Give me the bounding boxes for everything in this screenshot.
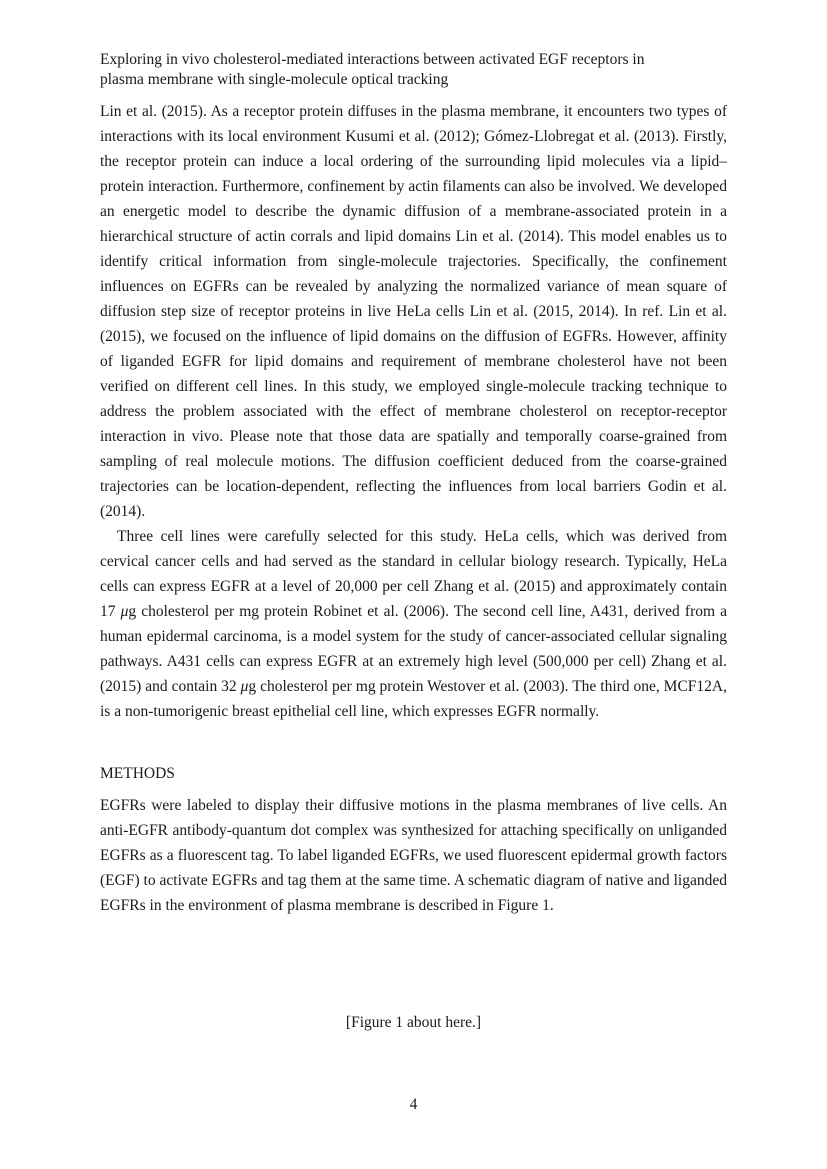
body-paragraph-2: [100, 524, 727, 724]
body-paragraph-1: Lin et al. (2015). As a receptor protein diffuses in the plasma membrane, it encounters two types of interactions with its local environment Kusumi et al. (2012); Gómez-Llobregat et al. (2013). Firstly, the receptor protein can induce a local ordering of the surrounding lipid molecules via a lipid–protein interaction. Furthermore, confinement by actin filaments can also be involved. We developed an energetic model to describe the dynamic diffusion of a membrane-associated protein in a hierarchical structure of actin corrals and lipid domains Lin et al. (2014). This model enables us to identify critical information from single-molecule trajectories. Specifically, the confinement influences on EGFRs can be revealed by analyzing the normalized variance of mean square of diffusion step size of receptor proteins in live HeLa cells Lin et al. (2015, 2014). In ref. Lin et al. (2015), we focused on the influence of lipid domains on the diffusion of EGFRs. However, affinity of liganded EGFR for lipid domains and requirement of membrane cholesterol have not been verified on different cell lines. In this study, we employed single-molecule tracking technique to address the problem associated with the effect of membrane cholesterol on receptor-receptor interaction in vivo. Please note that those data are spatially and temporally coarse-grained from sampling of real molecule motions. The diffusion coefficient deduced from the coarse-grained trajectories can be location-dependent, reflecting the influences from local barriers Godin et al. (2014).: [100, 103, 727, 520]
section-heading-methods: METHODS: [100, 765, 175, 782]
mu-symbol: μ: [120, 603, 129, 620]
main-content: [100, 99, 727, 918]
paragraph-2-text-b: g cholesterol per mg protein Robinet et al. (2006). The second cell line, A431, derived from a human epidermal carcinoma, is a model system for the study of cancer-associated cellular signaling pathways. A431 cells can express EGFR at an extremely high level (500,000 per cell) Zhang et al. (2015) and contain 32: [100, 603, 728, 695]
running-title-line-1: Exploring in vivo cholesterol-mediated interactions between activated EGF receptors in: [100, 51, 645, 68]
page-number: 4: [409, 1096, 418, 1113]
body-paragraph-3: EGFRs were labeled to display their diffusive motions in the plasma membranes of live cells. An anti-EGFR antibody-quantum dot complex was synthesized for attaching specifically on unliganded EGFRs as a fluorescent tag. To label liganded EGFRs, we used fluorescent epidermal growth factors (EGF) to activate EGFRs and tag them at the same time. A schematic diagram of native and liganded EGFRs in the environment of plasma membrane is described in Figure 1.: [100, 797, 727, 914]
running-header: [100, 50, 727, 90]
mu-symbol: μ: [240, 678, 249, 695]
paragraph-2-text-c: g cholesterol per mg protein Westover et al. (2003). The third one, MCF12A, is a non-tumorigenic breast epithelial cell line, which expresses EGFR normally.: [100, 678, 727, 720]
figure-placeholder: [Figure 1 about here.]: [345, 1014, 482, 1031]
running-title-line-2: plasma membrane with single-molecule optical tracking: [100, 71, 449, 88]
paragraph-2-text-a: Three cell lines were carefully selected for this study. HeLa cells, which was derived from cervical cancer cells and had served as the standard in cellular biology research. Typically, HeLa cells can express EGFR at a level of 20,000 per cell Zhang et al. (2015) and approximately contain 17: [100, 528, 727, 620]
